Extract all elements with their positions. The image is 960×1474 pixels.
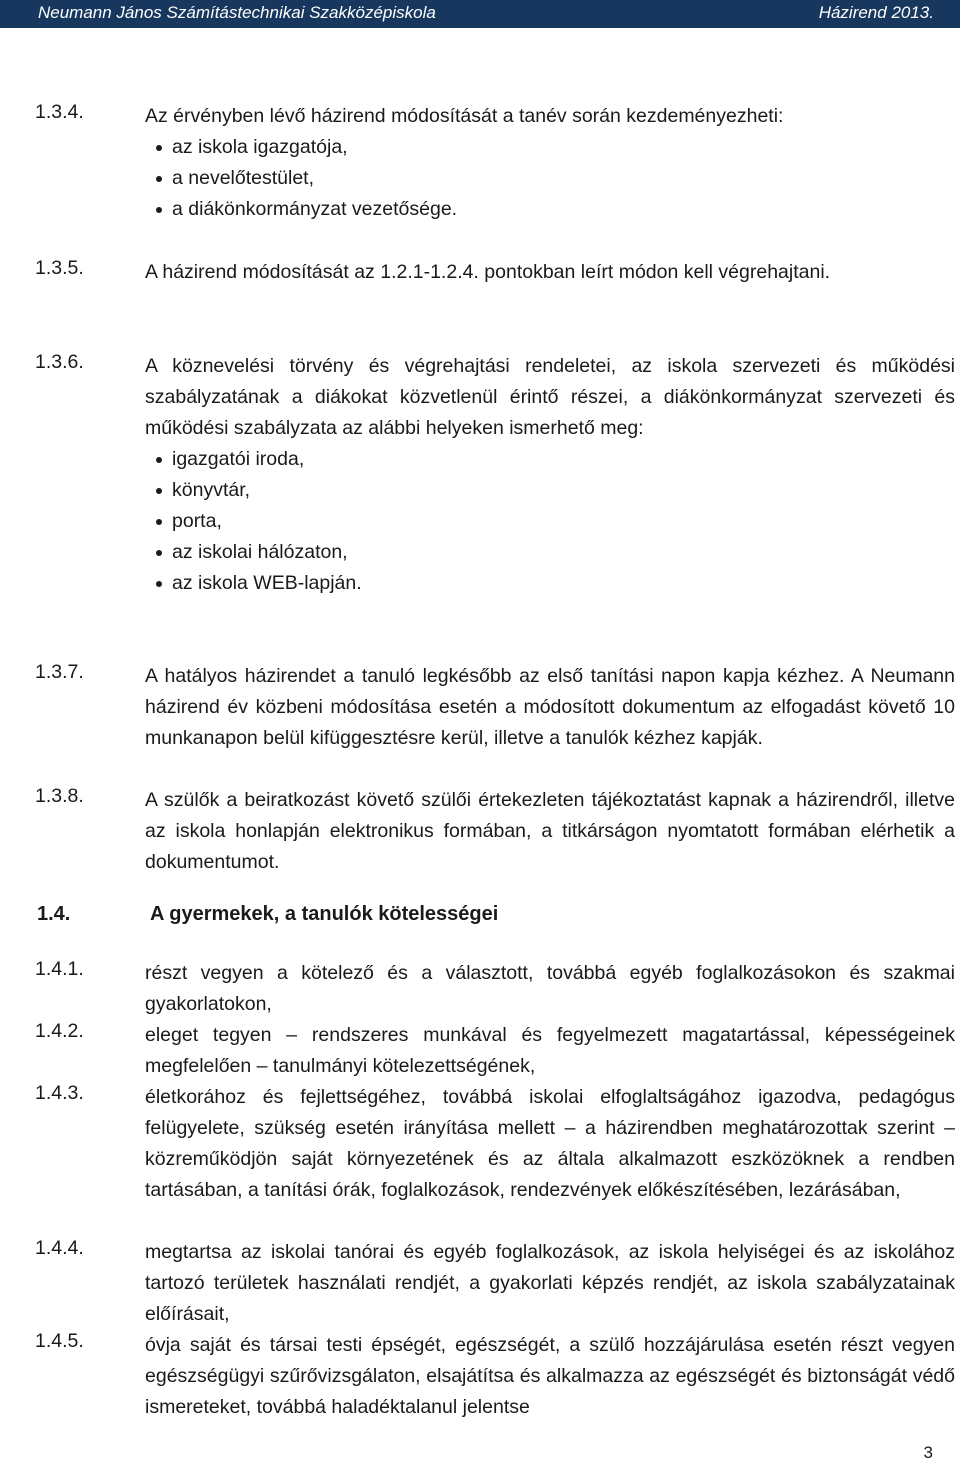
section-number: 1.3.8. — [35, 785, 84, 807]
section-text: A szülők a beiratkozást követő szülői értekezleten tájékoztatást kapnak a házirendről, illetve az iskola honlapján elektronikus formában, a titkárságon nyomtatott formában elérhetik a dokumentumot. — [145, 789, 955, 873]
section-body — [145, 1330, 955, 1423]
header-school-name: Neumann János Számítástechnikai Szakközépiskola — [38, 3, 436, 22]
section-body — [145, 351, 955, 599]
bullet-icon — [156, 550, 162, 556]
section-body — [145, 1020, 955, 1082]
section-number: 1.4.4. — [35, 1237, 84, 1259]
section-body — [145, 101, 955, 225]
list-item: a diákönkormányzat vezetősége. — [145, 194, 955, 225]
section-number: 1.4.2. — [35, 1020, 84, 1042]
bullet-list — [145, 444, 955, 599]
section-body — [145, 1082, 955, 1206]
list-item: az iskolai hálózaton, — [145, 537, 955, 568]
bullet-list — [145, 132, 955, 225]
list-item: könyvtár, — [145, 475, 955, 506]
section-body — [145, 1237, 955, 1330]
list-item: igazgatói iroda, — [145, 444, 955, 475]
bullet-icon — [156, 519, 162, 525]
section-text: részt vegyen a kötelező és a választott, továbbá egyéb foglalkozásokon és szakmai gyakorlatokon, — [145, 962, 955, 1015]
page-number: 3 — [923, 1443, 933, 1462]
section-body — [145, 785, 955, 878]
section-body — [35, 257, 955, 288]
section-body — [145, 958, 955, 1020]
bullet-icon — [156, 581, 162, 587]
list-item: porta, — [145, 506, 955, 537]
bullet-icon — [156, 176, 162, 182]
section-number: 1.3.6. — [35, 351, 84, 373]
section-number: 1.4.1. — [35, 958, 84, 980]
page-header — [0, 0, 960, 28]
section-text: megtartsa az iskolai tanórai és egyéb foglalkozások, az iskola helyiségei és az iskolához tartozó területek használati rendjét, a gyakorlati képzés rendjét, az iskola szabályzatainak előírásait, — [145, 1241, 955, 1325]
section-number: 1.3.4. — [35, 101, 84, 123]
bullet-icon — [156, 207, 162, 213]
header-document-title: Házirend 2013. — [818, 3, 934, 22]
section-number: 1.4.3. — [35, 1082, 84, 1104]
list-item: a nevelőtestület, — [145, 163, 955, 194]
list-item: az iskola igazgatója, — [145, 132, 955, 163]
list-item: az iskola WEB-lapján. — [145, 568, 955, 599]
section-text: A házirend módosítását az 1.2.1-1.2.4. pontokban leírt módon kell végrehajtani. — [145, 261, 831, 283]
section-text: eleget tegyen – rendszeres munkával és fegyelmezett magatartással, képességeinek megfelelően – tanulmányi kötelezettségének, — [145, 1024, 955, 1077]
section-body — [145, 661, 955, 754]
section-number: 1.4.5. — [35, 1330, 84, 1352]
section-number: 1.3.7. — [35, 661, 84, 683]
section-text: Az érvényben lévő házirend módosítását a tanév során kezdeményezheti: — [145, 105, 784, 127]
heading-number: 1.4. — [37, 903, 71, 925]
section-text: A köznevelési törvény és végrehajtási rendeletei, az iskola szervezeti és működési szabályzatának a diákokat közvetlenül érintő részei, a diákönkormányzat szervezeti és működési szabályzata az alábbi helyeken ismerhető meg: — [145, 355, 955, 439]
section-text: életkorához és fejlettségéhez, továbbá iskolai elfoglaltságához igazodva, pedagógus felügyelete, szükség esetén irányítása mellett – a házirendben meghatározottak szerint – közreműködjön saját környezetének és az általa alkalmazott eszközöknek a rendben tartásában, a tanítási órák, foglalkozások, rendezvények előkészítésében, lezárásában, — [145, 1086, 955, 1201]
section-number: 1.3.5. — [35, 257, 84, 279]
bullet-icon — [156, 457, 162, 463]
section-heading: A gyermekek, a tanulók kötelességei — [150, 903, 499, 925]
section-text: óvja saját és társai testi épségét, egészségét, a szülő hozzájárulása esetén részt vegyen egészségügyi szűrővizsgálaton, elsajátítsa és alkalmazza az egészségét és biztonságát védő ismereteket, továbbá haladéktalanul jelentse — [145, 1334, 955, 1418]
section-text: A hatályos házirendet a tanuló legkésőbb az első tanítási napon kapja kézhez. A Neumann házirend év közbeni módosítása esetén a módosított dokumentum az elfogadást követő 10 munkanapon belül kifüggesztésre kerül, illetve a tanulók kézhez kapják. — [145, 665, 955, 749]
bullet-icon — [156, 145, 162, 151]
bullet-icon — [156, 488, 162, 494]
